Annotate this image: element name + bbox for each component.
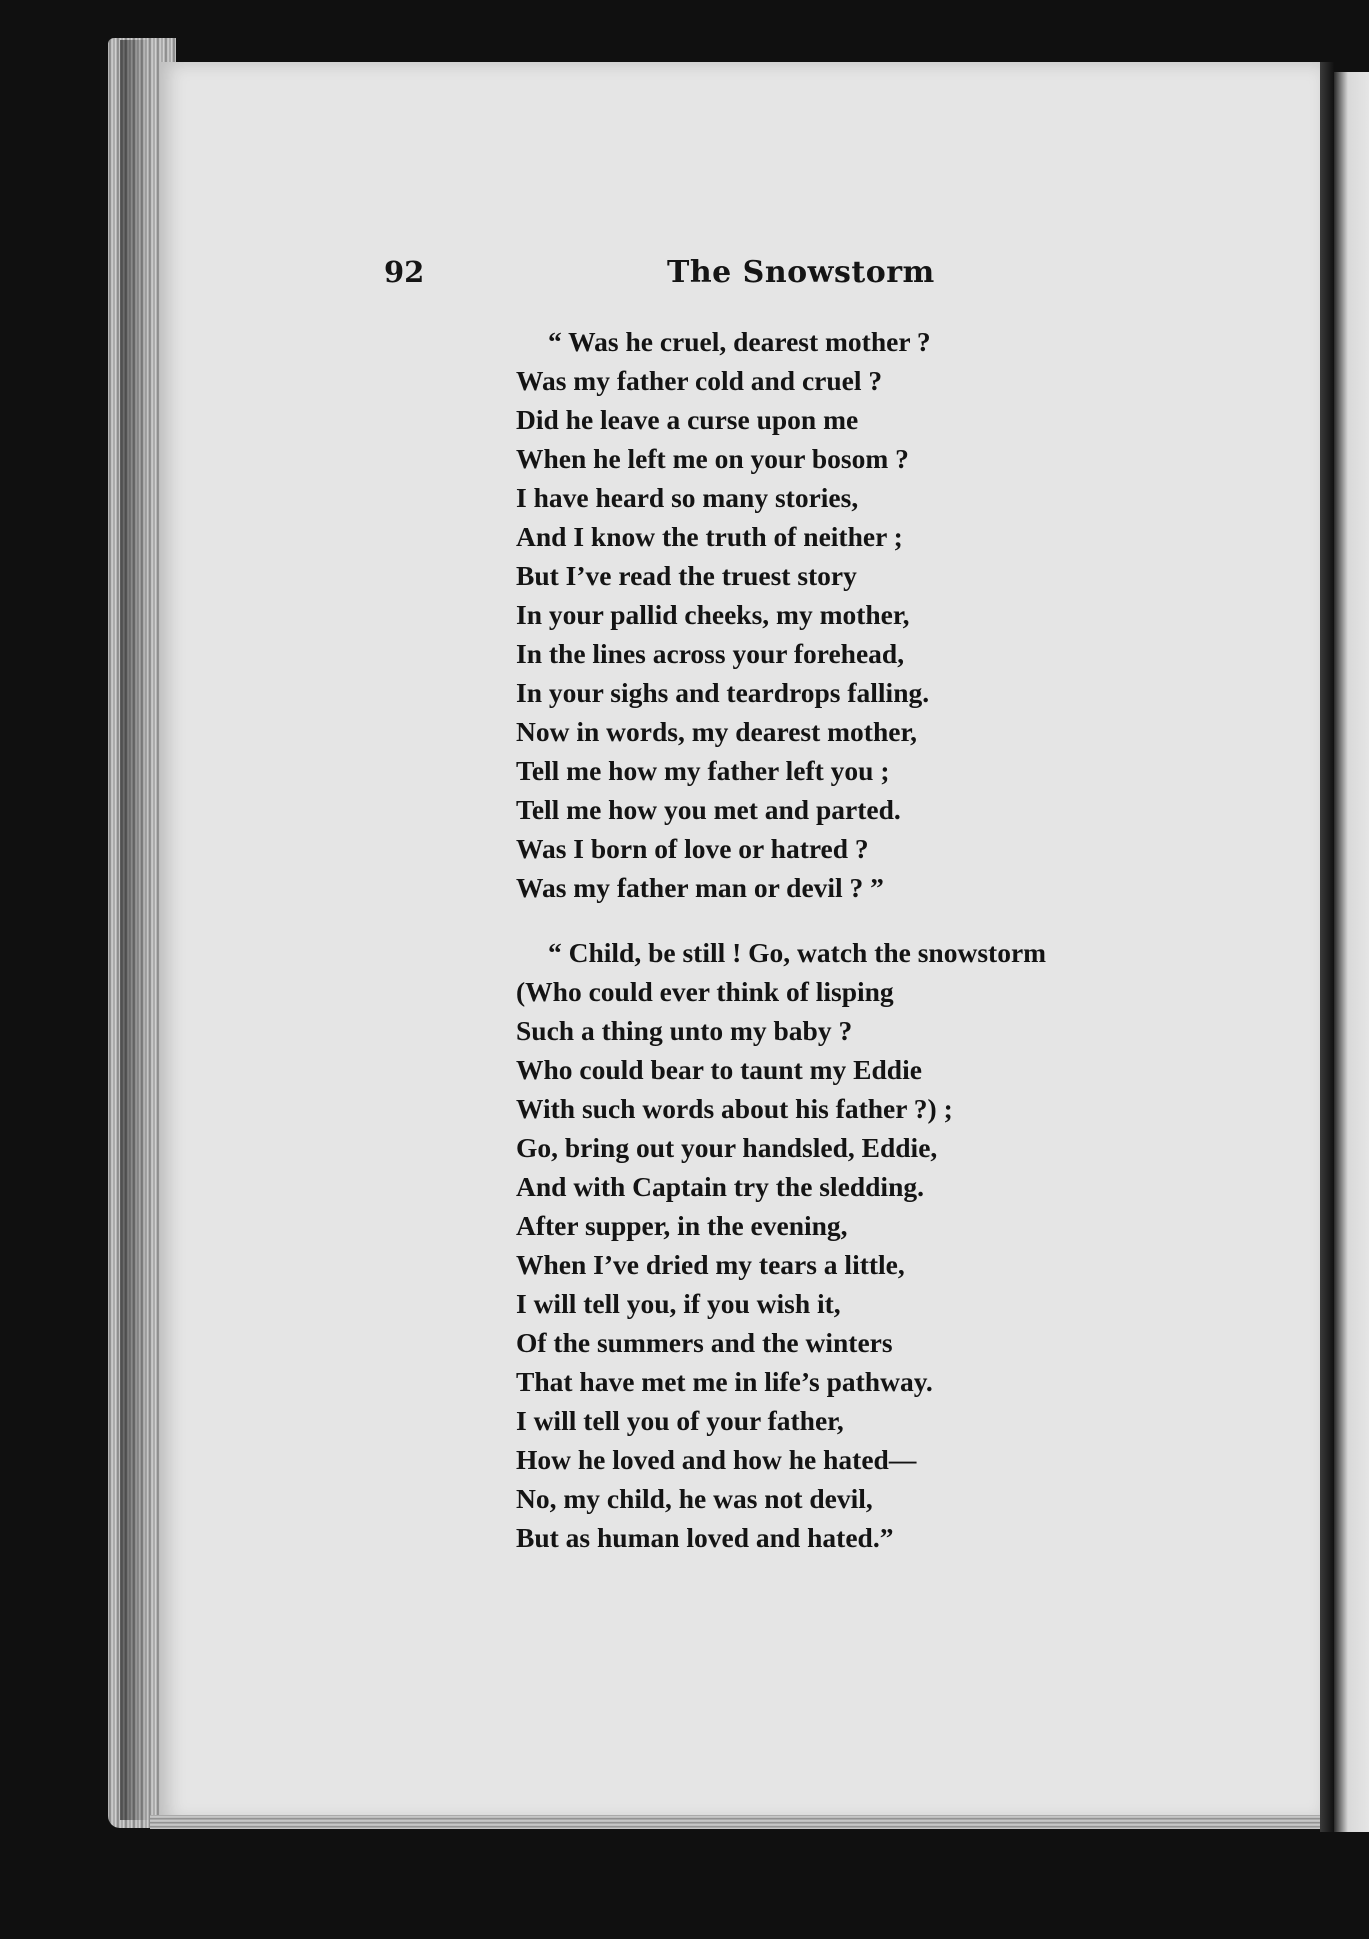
poem-line: How he loved and how he hated— xyxy=(516,1444,917,1475)
poem-line: No, my child, he was not devil, xyxy=(516,1483,873,1514)
poem-line: Was my father man or devil ? ” xyxy=(516,872,884,903)
poem-line: Did he leave a curse upon me xyxy=(516,404,859,435)
poem-line: Tell me how my father left you ; xyxy=(516,755,890,786)
poem-line: Of the summers and the winters xyxy=(516,1327,893,1358)
poem-line: I will tell you, if you wish it, xyxy=(516,1288,841,1319)
poem-line: I have heard so many stories, xyxy=(516,482,859,513)
facing-page-edge xyxy=(1334,72,1369,1832)
poem-line: With such words about his father ?) ; xyxy=(516,1093,953,1124)
poem-line: In your sighs and teardrops falling. xyxy=(516,677,930,708)
running-head: The Snowstorm xyxy=(667,255,935,290)
poem-line: And with Captain try the sledding. xyxy=(516,1171,924,1202)
poem-line: I will tell you of your father, xyxy=(516,1405,844,1436)
page-number: 92 xyxy=(384,255,425,289)
poem-line: When I’ve dried my tears a little, xyxy=(516,1249,905,1280)
poem-line: Tell me how you met and parted. xyxy=(516,794,901,825)
stanza xyxy=(516,933,1046,1557)
poem-line: When he left me on your bosom ? xyxy=(516,443,909,474)
poem-line: Go, bring out your handsled, Eddie, xyxy=(516,1132,938,1163)
book-gutter xyxy=(1320,62,1334,1832)
poem-line: “ Child, be still ! Go, watch the snowstorm xyxy=(548,937,1047,968)
poem-line: But as human loved and hated.” xyxy=(516,1522,894,1553)
poem-line: Such a thing unto my baby ? xyxy=(516,1015,853,1046)
poem-line: And I know the truth of neither ; xyxy=(516,521,903,552)
poem-line: Now in words, my dearest mother, xyxy=(516,716,918,747)
poem-line: In your pallid cheeks, my mother, xyxy=(516,599,910,630)
bottom-page-edge xyxy=(150,1815,1325,1829)
poem-line: Was I born of love or hatred ? xyxy=(516,833,869,864)
poem-line: But I’ve read the truest story xyxy=(516,560,857,591)
stanza xyxy=(516,322,931,907)
poem-line: Was my father cold and cruel ? xyxy=(516,365,883,396)
binding-shadow xyxy=(120,40,150,1820)
poem-line: That have met me in life’s pathway. xyxy=(516,1366,933,1397)
poem-line: (Who could ever think of lisping xyxy=(516,976,894,1007)
poem-line: After supper, in the evening, xyxy=(516,1210,848,1241)
poem-line: “ Was he cruel, dearest mother ? xyxy=(548,326,931,357)
poem-line: Who could bear to taunt my Eddie xyxy=(516,1054,922,1085)
poem-line: In the lines across your forehead, xyxy=(516,638,905,669)
